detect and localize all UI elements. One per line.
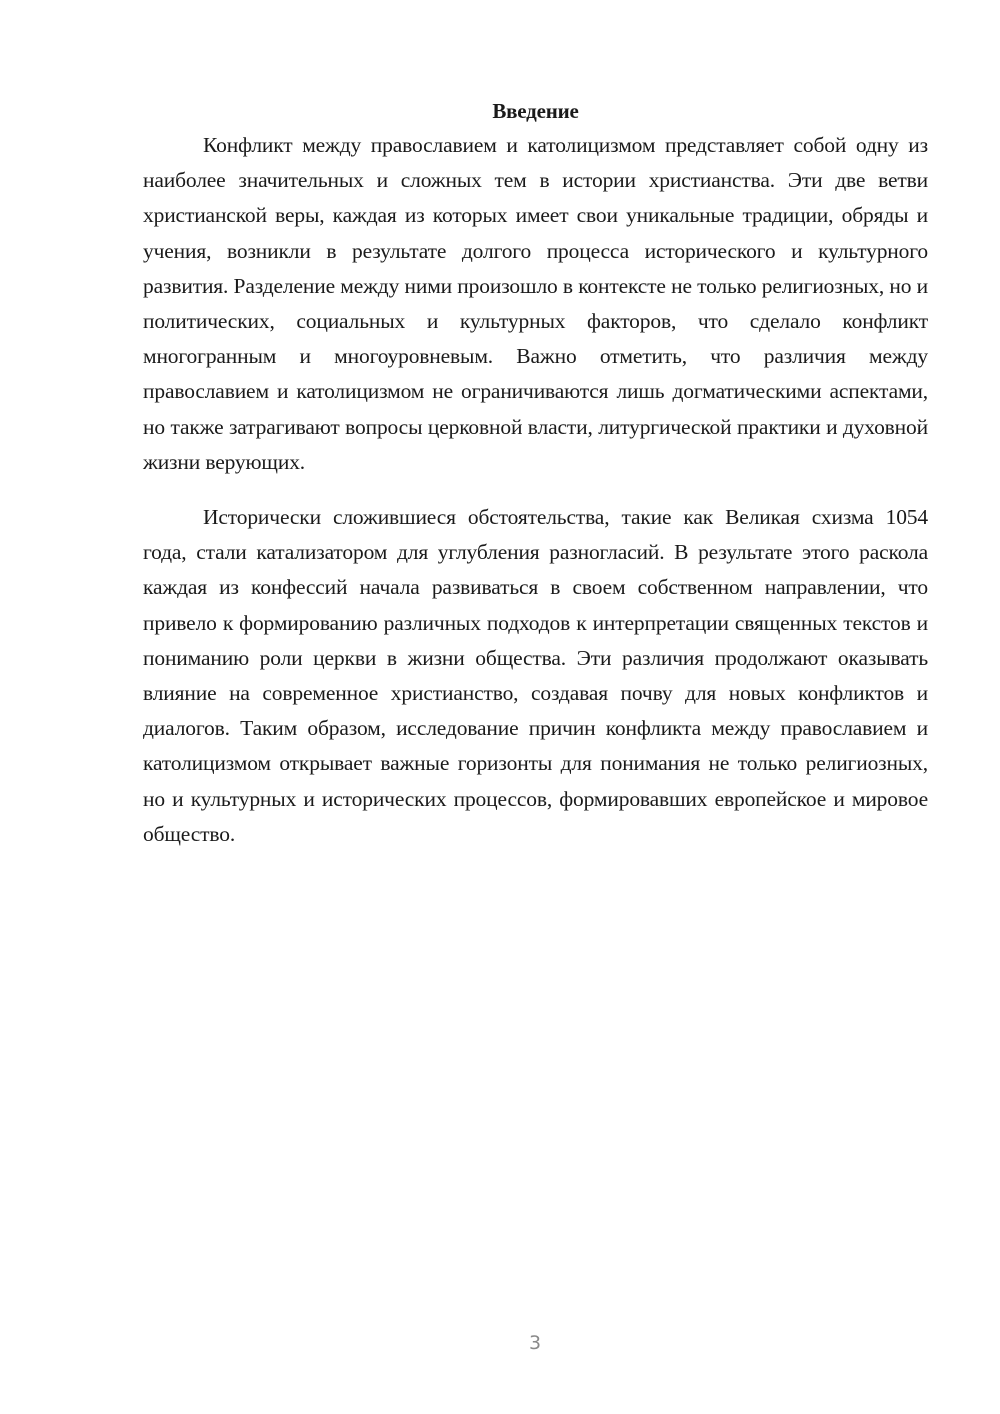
document-page — [143, 95, 928, 852]
paragraph-1: Конфликт между православием и католицизмом представляет собой одну из наиболее значительных и сложных тем в истории христианства. Эти две ветви христианской веры, каждая из которых имеет свои уникальные традиции, обряды и учения, возникли в результате долгого процесса исторического и культурного развития. Разделение между ними произошло в контексте не только религиозных, но и политических, социальных и культурных факторов, что сделало конфликт многогранным и многоуровневым. Важно отметить, что различия между православием и католицизмом не ограничиваются лишь догматическими аспектами, но также затрагивают вопросы церковной власти, литургической практики и духовной жизни верующих. — [143, 133, 928, 474]
page-number: 3 — [528, 1332, 542, 1354]
section-heading: Введение — [492, 99, 579, 123]
paragraph-2: Исторически сложившиеся обстоятельства, такие как Великая схизма 1054 года, стали катализатором для углубления разногласий. В результате этого раскола каждая из конфессий начала развиваться в своем собственном направлении, что привело к формированию различных подходов к интерпретации священных текстов и пониманию роли церкви в жизни общества. Эти различия продолжают оказывать влияние на современное христианство, создавая почву для новых конфликтов и диалогов. Таким образом, исследование причин конфликта между православием и католицизмом открывает важные горизонты для понимания не только религиозных, но и культурных и исторических процессов, формировавших европейское и мировое общество. — [143, 505, 928, 846]
